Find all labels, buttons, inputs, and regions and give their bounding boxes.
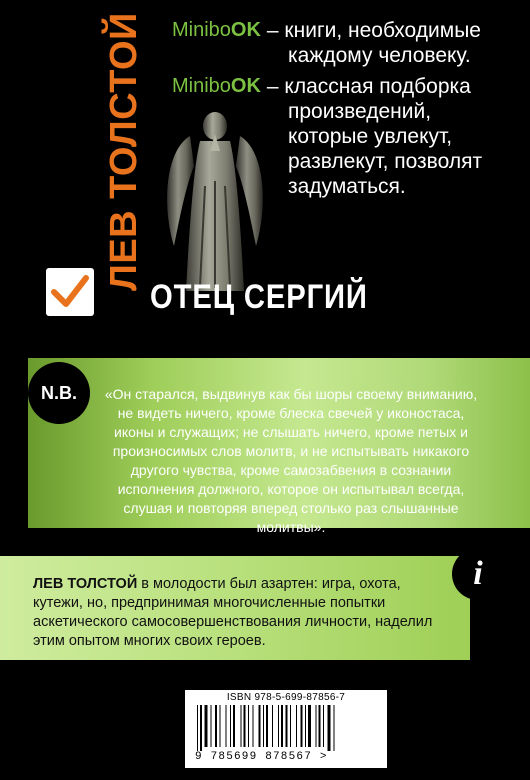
barcode-bar [308, 705, 311, 747]
barcode-bar [197, 705, 198, 751]
barcode-bar [323, 705, 324, 747]
author-name-vertical [102, 11, 145, 291]
barcode-bar [305, 705, 306, 747]
barcode-bar [319, 705, 321, 747]
series-line-2 [172, 74, 522, 99]
info-glyph: i [473, 555, 483, 592]
series-line-1 [172, 18, 522, 43]
barcode-box [185, 690, 387, 768]
barcode-bar [296, 705, 297, 747]
barcode-bar [290, 705, 291, 747]
series-line-2-cont-4: задуматься. [288, 175, 406, 198]
brand-logo-2 [172, 74, 261, 99]
barcode-bar [259, 705, 261, 747]
author-name-text: ЛЕВ ТОЛСТОЙ [102, 11, 145, 291]
barcode-digits: 9 785699 878567 > [195, 751, 328, 763]
bio-body: в молодости был азартен: игра, охота, кутежи, но, предпринимая многочисленные попытки аскетического самосовершенствования личности, наделил этим опытом многих своих героев. [33, 576, 433, 649]
barcode-bar [334, 705, 335, 751]
series-line-1-text: – книги, необходимые [266, 19, 481, 42]
barcode-bars [193, 705, 379, 751]
quote-text: «Он старался, выдвинув как бы шоры своему вниманию, не видеть ничего, кроме блеска свечей у иконостаса, иконы и служащих; не слышать ничего, кроме петых и произносимых слов молитв, и не испытывать никакого другого чувства, кроме самозабвения в сознании исполнения должного, которое он испытывал всегда, слушая и повторяя вперед столько раз слышанные молитвы». [104, 386, 478, 535]
barcode-bar [266, 705, 268, 747]
checkmark-icon [46, 268, 94, 316]
barcode-bar [263, 705, 264, 747]
barcode-bar [205, 705, 208, 747]
brand-suffix: OK [230, 19, 261, 41]
brand-prefix-2: Minibo [172, 75, 231, 97]
barcode-bar [278, 705, 279, 747]
barcode-bar [286, 705, 288, 747]
info-icon [452, 548, 504, 600]
barcode-bar [281, 705, 283, 747]
barcode-bar [211, 705, 212, 747]
barcode-bar [244, 705, 246, 747]
barcode-bar [200, 705, 202, 751]
barcode-bar [226, 705, 227, 747]
series-line-2-cont-2: которые увлекут, [288, 125, 453, 148]
series-line-1-cont: каждому человеку. [288, 44, 471, 67]
barcode-bar [301, 705, 303, 747]
brand-prefix: Minibo [172, 19, 231, 41]
bio-author-name: ЛЕВ ТОЛСТОЙ [33, 576, 138, 592]
isbn-text: ISBN 978-5-699-87856-7 [226, 692, 346, 703]
bio-text [33, 575, 453, 651]
brand-suffix-2: OK [230, 75, 261, 97]
series-line-2-cont-3: развлекут, позволят [288, 150, 483, 173]
barcode-bar [253, 705, 254, 747]
barcode-bar [248, 705, 249, 747]
barcode-bar [230, 705, 231, 747]
nb-badge: N.B. [28, 362, 90, 424]
series-line-2-text: – классная подборка [266, 75, 471, 98]
barcode-bar [241, 705, 242, 747]
barcode-bar [316, 705, 317, 747]
series-line-2-cont-1: произведений, [288, 100, 432, 123]
barcode-bar [220, 705, 221, 747]
series-description [172, 18, 522, 199]
barcode-bar [215, 705, 217, 747]
barcode-bar [233, 705, 235, 747]
brand-logo [172, 18, 261, 43]
barcode-bar [272, 705, 273, 747]
book-title: ОТЕЦ СЕРГИЙ [150, 278, 368, 316]
barcode-bar [328, 705, 331, 751]
